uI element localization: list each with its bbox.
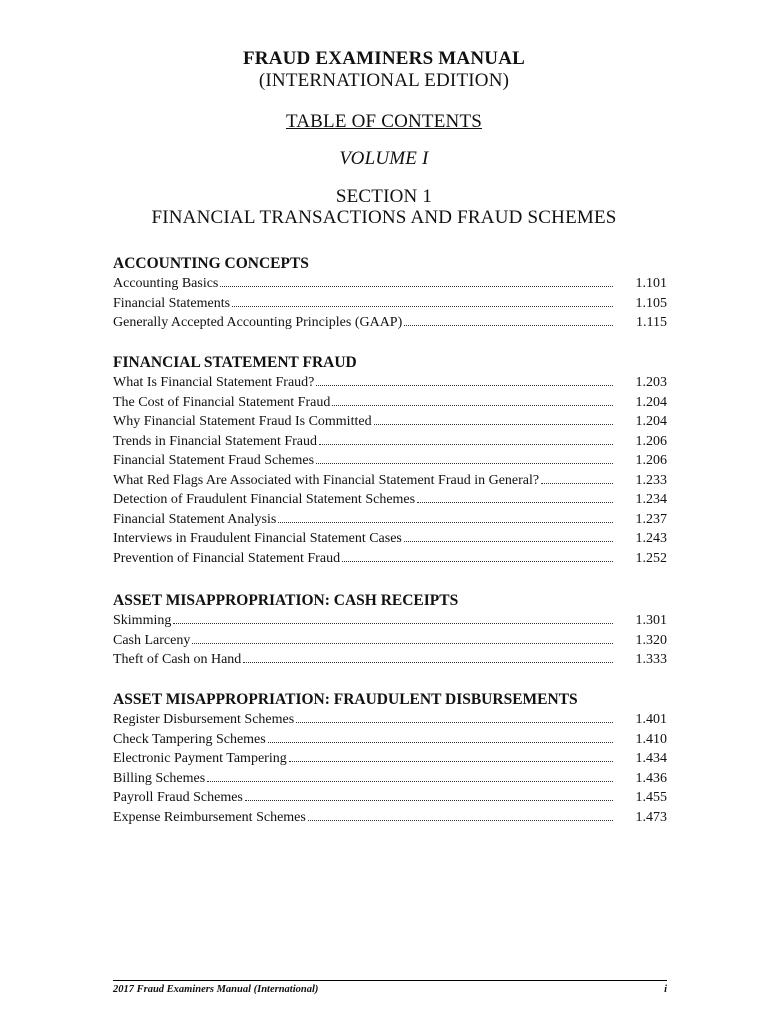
toc-entry-label: Expense Reimbursement Schemes (113, 809, 306, 825)
toc-entry-page: 1.473 (635, 809, 667, 825)
dot-leader (342, 560, 613, 562)
dot-leader (316, 462, 613, 464)
dot-leader (278, 521, 613, 523)
toc-entry-page: 1.436 (635, 770, 667, 786)
dot-leader (332, 404, 613, 406)
toc-entry[interactable] (113, 549, 667, 569)
toc-section-heading: ASSET MISAPPROPRIATION: CASH RECEIPTS (113, 592, 459, 609)
toc-entry-label: Why Financial Statement Fraud Is Committed (113, 414, 372, 429)
toc-entry[interactable] (113, 710, 667, 730)
toc-section-financial-statement-fraud (113, 353, 667, 568)
footer-title: 2017 Fraud Examiners Manual (International) (113, 984, 319, 995)
toc-entry[interactable] (113, 490, 667, 510)
toc-entry[interactable] (113, 631, 667, 651)
toc-entry-label: Skimming (113, 613, 172, 628)
toc-entry-page: 1.206 (635, 453, 667, 468)
toc-entry[interactable] (113, 808, 667, 828)
toc-entry[interactable] (113, 749, 667, 769)
dot-leader (289, 760, 613, 762)
toc-entry[interactable] (113, 294, 667, 314)
toc-section-heading: ASSET MISAPPROPRIATION: FRAUDULENT DISBURSEMENTS (113, 691, 578, 708)
toc-entry-page: 1.455 (635, 790, 667, 805)
toc-entry-page: 1.101 (635, 276, 667, 291)
toc-entry-label: Cash Larceny (113, 632, 191, 648)
toc-entry[interactable] (113, 412, 667, 432)
page-footer (113, 980, 667, 995)
toc-entry[interactable] (113, 274, 667, 294)
toc-entry-label: Payroll Fraud Schemes (113, 790, 243, 805)
toc-entry-page: 1.204 (635, 394, 667, 410)
volume-heading: VOLUME I (339, 148, 429, 169)
toc-section-heading: FINANCIAL STATEMENT FRAUD (113, 354, 357, 371)
toc-entry[interactable] (113, 471, 667, 491)
dot-leader (404, 540, 613, 542)
toc-entry-label: Prevention of Financial Statement Fraud (113, 550, 341, 566)
toc-entry-page: 1.237 (635, 511, 667, 527)
toc-entry-label: Electronic Payment Tampering (113, 751, 287, 766)
dot-leader (308, 819, 613, 821)
toc-entry[interactable] (113, 451, 667, 471)
toc-entry-label: Financial Statement Fraud Schemes (113, 453, 315, 468)
dot-leader (243, 661, 613, 663)
dot-leader (245, 799, 613, 801)
toc-entry[interactable] (113, 510, 667, 530)
toc-entry-page: 1.105 (635, 295, 667, 311)
dot-leader (374, 423, 613, 425)
toc-entry-label: Register Disbursement Schemes (113, 712, 295, 727)
toc-entry-page: 1.203 (635, 375, 667, 390)
section-number: SECTION 1 (335, 186, 433, 207)
toc-heading: TABLE OF CONTENTS (285, 111, 483, 132)
toc-section-fraudulent-disbursements (113, 690, 667, 827)
dot-leader (192, 642, 613, 644)
toc-entry-label: The Cost of Financial Statement Fraud (113, 394, 331, 410)
toc-entry-label: Financial Statement Analysis (113, 511, 277, 527)
footer-page-number: i (664, 984, 667, 995)
dot-leader (417, 501, 613, 503)
toc-section-cash-receipts (113, 591, 667, 670)
dot-leader (173, 622, 613, 624)
dot-leader (296, 721, 613, 723)
toc-entry-label: Accounting Basics (113, 276, 219, 291)
dot-leader (268, 741, 613, 743)
toc-entry-label: Billing Schemes (113, 770, 206, 786)
toc-entry-label: Interviews in Fraudulent Financial Statement Cases (113, 531, 402, 546)
section-title: FINANCIAL TRANSACTIONS AND FRAUD SCHEMES (151, 207, 617, 228)
toc-entry-label: Check Tampering Schemes (113, 731, 266, 747)
dot-leader (220, 285, 613, 287)
toc-entry[interactable] (113, 730, 667, 750)
toc-entry[interactable] (113, 313, 667, 333)
toc-section-heading: ACCOUNTING CONCEPTS (113, 255, 309, 272)
toc-entry[interactable] (113, 432, 667, 452)
toc-entry-page: 1.243 (635, 531, 667, 546)
dot-leader (319, 443, 613, 445)
edition-subtitle: (INTERNATIONAL EDITION) (258, 70, 510, 91)
toc-entry-label: What Red Flags Are Associated with Financial Statement Fraud in General? (113, 472, 540, 488)
toc-entry[interactable] (113, 788, 667, 808)
dot-leader (207, 780, 613, 782)
toc-entry[interactable] (113, 393, 667, 413)
toc-entry[interactable] (113, 529, 667, 549)
toc-entry-page: 1.301 (635, 613, 667, 628)
toc-entry-label: Generally Accepted Accounting Principles (GAAP) (113, 315, 403, 330)
toc-entry-page: 1.204 (635, 414, 667, 429)
toc-entry-page: 1.233 (635, 472, 667, 488)
toc-entry[interactable] (113, 650, 667, 670)
dot-leader (404, 324, 613, 326)
toc-entry-page: 1.434 (635, 751, 667, 766)
toc-entry-page: 1.410 (635, 731, 667, 747)
toc-entry-page: 1.206 (635, 433, 667, 449)
toc-entry-page: 1.401 (635, 712, 667, 727)
toc-entry-page: 1.320 (635, 632, 667, 648)
dot-leader (232, 305, 613, 307)
manual-title: FRAUD EXAMINERS MANUAL (242, 48, 525, 69)
toc-entry-label: Trends in Financial Statement Fraud (113, 433, 318, 449)
toc-section-accounting-concepts (113, 254, 667, 333)
toc-entry-label: Theft of Cash on Hand (113, 652, 242, 667)
toc-entry-page: 1.252 (635, 550, 667, 566)
toc-entry-page: 1.115 (636, 315, 667, 330)
toc-entry[interactable] (113, 611, 667, 631)
toc-entry-label: Financial Statements (113, 295, 231, 311)
toc-entry[interactable] (113, 769, 667, 789)
toc-entry[interactable] (113, 373, 667, 393)
toc-entry-label: What Is Financial Statement Fraud? (113, 375, 315, 390)
toc-entry-label: Detection of Fraudulent Financial Statement Schemes (113, 492, 416, 507)
dot-leader (316, 384, 613, 386)
toc-entry-page: 1.333 (635, 652, 667, 667)
toc-entry-page: 1.234 (635, 492, 667, 507)
dot-leader (541, 482, 613, 484)
